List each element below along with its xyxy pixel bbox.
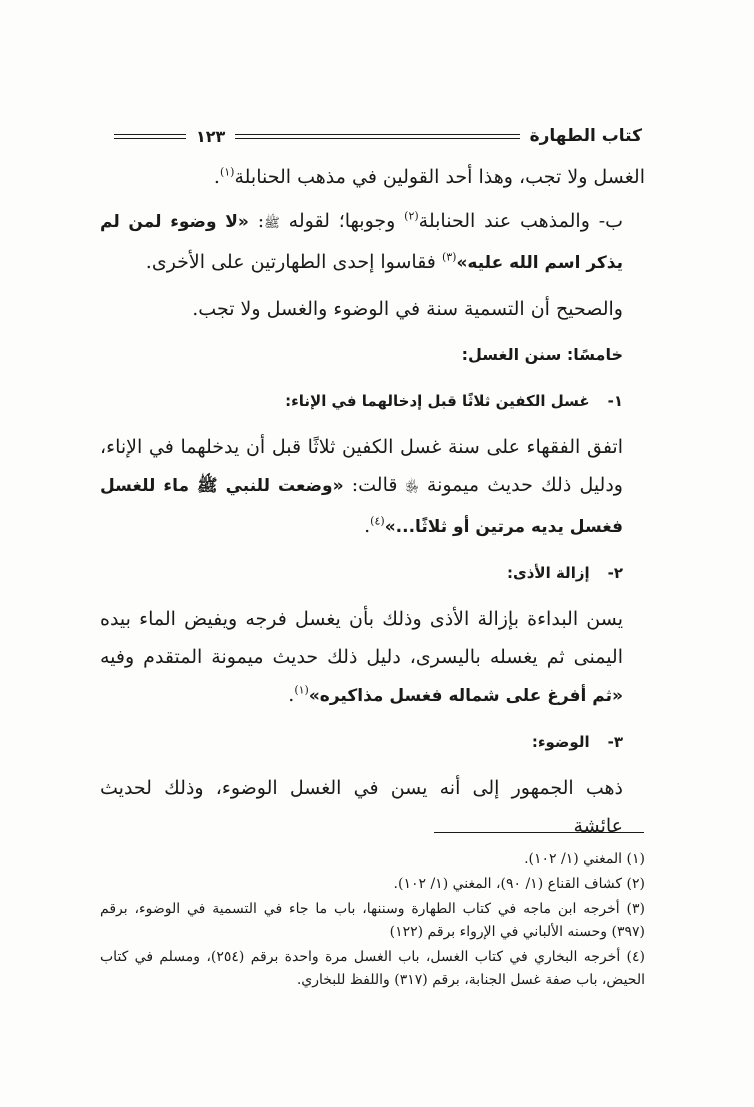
item-title: إزالة الأذى: — [506, 564, 590, 582]
item-title: الوضوء: — [531, 733, 590, 751]
footnote-4: (٤) أخرجه البخاري في كتاب الغسل، باب الغسل مرة واحدة برقم (٢٥٤)، ومسلم في كتاب الحيض، باب صفة غسل الجنابة، برقم (٣١٧) واللفظ للبخاري. — [100, 949, 645, 988]
paragraph-text: ب- والمذهب عند الحنابلة — [418, 210, 623, 232]
section-heading: خامسًا: سنن الغسل: — [461, 345, 623, 364]
hadith-quote: «ثم أفرغ على شماله فغسل مذاكيره» — [308, 686, 623, 706]
paragraph-text: وجوبها؛ لقوله — [279, 210, 405, 232]
running-header — [112, 118, 642, 154]
punctuation: . — [213, 166, 220, 188]
main-text — [100, 158, 645, 853]
book-title: كتاب الطهارة — [529, 126, 642, 146]
footnote-ref: (١) — [294, 683, 309, 697]
header-rule-long — [235, 134, 519, 139]
paragraph-1 — [100, 158, 645, 196]
footnote-ref: (١) — [219, 165, 235, 179]
paragraph-6: ذهب الجمهور إلى أنه يسن في الغسل الوضوء، وذلك لحديث عائشة — [100, 777, 623, 837]
item-3-heading — [100, 723, 645, 761]
paragraph-text: اتفق الفقهاء على سنة غسل الكفين ثلاثًا قبل أن يدخلهما في الإناء، ودليل ذلك حديث ميمونة — [100, 436, 623, 496]
paragraph-3: والصحيح أن التسمية سنة في الوضوء والغسل ولا تجب. — [192, 298, 623, 320]
item-number: ٢- — [607, 564, 623, 582]
paragraph-text: قالت: — [343, 474, 406, 496]
punctuation: . — [288, 684, 295, 706]
footnote-3: (٣) أخرجه ابن ماجه في كتاب الطهارة وسننها، باب ما جاء في التسمية في الوضوء، برقم (٣٩٧) وحسنه الألباني في الإرواء برقم (١٢٢) — [100, 901, 645, 940]
footnotes — [100, 848, 645, 994]
paragraph-5 — [100, 600, 645, 715]
paragraph-2 — [100, 202, 645, 282]
hadith-quote: «لا وضوء لمن لم يذكر اسم الله عليه» — [100, 212, 623, 273]
item-number: ١- — [607, 392, 623, 410]
paragraph-text: الغسل ولا تجب، وهذا أحد القولين في مذهب الحنابلة — [234, 166, 645, 188]
page-number: ١٢٣ — [196, 126, 226, 146]
footnote-ref: (٢) — [404, 209, 419, 223]
item-title: غسل الكفين ثلاثًا قبل إدخالهما في الإناء: — [285, 392, 590, 410]
salla-symbol: ﷺ — [264, 216, 280, 231]
footnote-ref: (٤) — [370, 514, 385, 528]
paragraph-text: يسن البداءة بإزالة الأذى وذلك بأن يغسل فرجه ويفيض الماء بيده اليمنى ثم يغسله باليسرى، دليل ذلك حديث ميمونة المتقدم وفيه — [100, 608, 623, 668]
punctuation: : — [248, 210, 265, 232]
footnote-1: (١) المغني (١/ ١٠٢). — [524, 851, 645, 867]
item-2-heading — [100, 554, 645, 592]
item-number: ٣- — [607, 733, 623, 751]
paragraph-text: فقاسوا إحدى الطهارتين على الأخرى. — [145, 251, 442, 273]
header-rule-short — [114, 134, 186, 139]
footnote-separator — [434, 832, 644, 833]
paragraph-4 — [100, 428, 645, 546]
item-1-heading — [100, 382, 645, 420]
hadith-quote: «وضعت للنبي ﷺ ماء للغسل فغسل يديه مرتين أو ثلاثًا...» — [100, 476, 623, 537]
punctuation: . — [364, 515, 371, 537]
radi-symbol: ﵂ — [405, 480, 419, 495]
footnote-ref: (٣) — [441, 250, 457, 264]
footnote-2: (٢) كشاف القناع (١/ ٩٠)، المغني (١/ ١٠٢). — [393, 876, 645, 892]
